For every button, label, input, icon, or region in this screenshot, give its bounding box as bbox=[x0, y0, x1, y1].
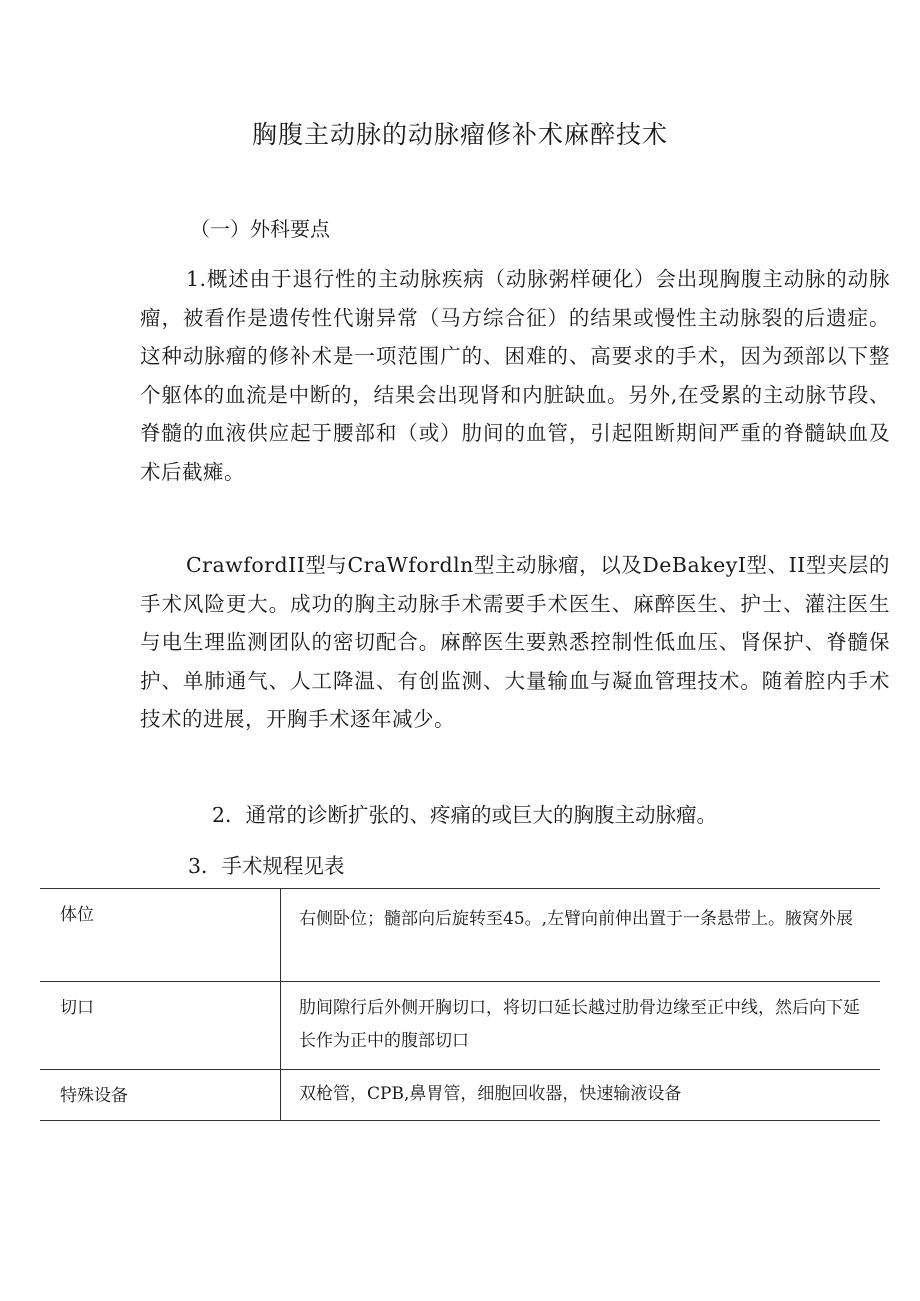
table-key: 特殊设备 bbox=[40, 1070, 281, 1121]
table-key: 切口 bbox=[40, 982, 281, 1070]
table-value: 双枪管，CPB,鼻胃管，细胞回收器，快速输液设备 bbox=[281, 1070, 881, 1121]
paragraph-overview: 1.概述由于退行性的主动脉疾病（动脉粥样硬化）会出现胸腹主动脉的动脉瘤，被看作是遗传性代谢异常（马方综合征）的结果或慢性主动脉裂的后遗症。这种动脉瘤的修补术是一项范围广的、困难的、高要求的手术，因为颈部以下整个躯体的血流是中断的，结果会出现肾和内脏缺血。另外,在受累的主动脉节段、脊髓的血液供应起于腰部和（或）肋间的血管，引起阻断期间严重的脊髓缺血及术后截瘫。 bbox=[140, 267, 890, 484]
table-row bbox=[40, 982, 880, 1070]
table-row bbox=[40, 889, 880, 982]
section-heading: （一）外科要点 bbox=[190, 217, 330, 241]
document-title: 胸腹主动脉的动脉瘤修补术麻醉技术 bbox=[251, 120, 668, 149]
table-key: 体位 bbox=[40, 889, 281, 982]
paragraph-risk: CrawfordII型与CraWfordln型主动脉瘤，以及DeBakeyI型、II型夹层的手术风险更大。成功的胸主动脉手术需要手术医生、麻醉医生、护士、灌注医生与电生理监测团队的密切配合。麻醉医生要熟悉控制性低血压、肾保护、脊髓保护、单肺通气、人工降温、有创监测、大量输血与凝血管理技术。随着腔内手术技术的进展，开胸手术逐年减少。 bbox=[140, 553, 890, 731]
item-diagnosis: 2．通常的诊断扩张的、疼痛的或巨大的胸腹主动脉瘤。 bbox=[212, 803, 718, 827]
item-procedure: 3．手术规程见表 bbox=[188, 854, 345, 878]
table-value: 肋间隙行后外侧开胸切口，将切口延长越过肋骨边缘至正中线，然后向下延长作为正中的腹部切口 bbox=[281, 982, 881, 1070]
table-value bbox=[281, 889, 881, 982]
procedure-table bbox=[40, 888, 880, 1121]
table-value-text: 右侧卧位；髓部向后旋转至45。,左臂向前伸出置于一条悬带上。腋窝外展 bbox=[299, 909, 854, 929]
table-row bbox=[40, 1070, 880, 1121]
